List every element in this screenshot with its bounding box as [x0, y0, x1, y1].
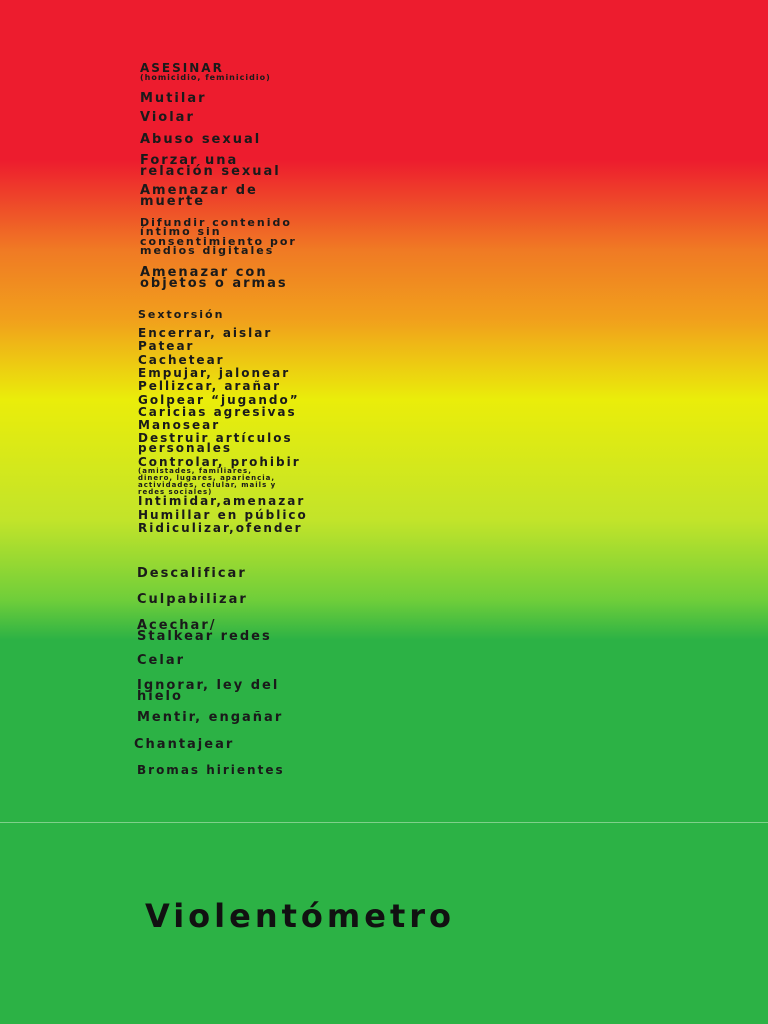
scale-item-violar: Violar — [140, 110, 195, 125]
scale-item-caricias-agresivas: Caricias agresivas — [138, 405, 297, 419]
scale-item-chantajear: Chantajear — [134, 737, 235, 752]
scale-item-acechar-stalkear: Acechar/ Stalkear redes — [137, 618, 272, 645]
scale-item-forzar-relacion: Forzar una relación sexual — [140, 153, 281, 180]
scale-item-bromas-hirientes: Bromas hirientes — [137, 763, 285, 777]
scale-item-detail: (homicidio, feminicidio) — [140, 73, 271, 82]
scale-item-abuso-sexual: Abuso sexual — [140, 132, 262, 147]
scale-item-humillar-publico: Humillar en público — [138, 508, 308, 522]
scale-item-cachetear: Cachetear — [138, 353, 225, 367]
scale-item-amenazar-muerte: Amenazar de muerte — [140, 183, 258, 210]
scale-item-celar: Celar — [137, 653, 185, 668]
scale-item-manosear: Manosear — [138, 418, 221, 432]
scale-item-amenazar-armas: Amenazar con objetos o armas — [140, 265, 288, 292]
scale-item-descalificar: Descalificar — [137, 566, 247, 581]
scale-item-patear: Patear — [138, 339, 195, 353]
scale-item-encerrar-aislar: Encerrar, aislar — [138, 326, 273, 340]
scale-item-detail: (amistades, familiares, dinero, lugares, apariencia, actividades, celular, mails y redes sociales) — [138, 467, 277, 496]
scale-item-golpear-jugando: Golpear “jugando” — [138, 393, 300, 407]
scale-item-destruir-articulos: Destruir artículos personales — [138, 431, 293, 456]
scale-item-mutilar: Mutilar — [140, 91, 207, 106]
scale-item-label: Controlar, prohibir — [138, 455, 301, 469]
scale-item-empujar-jalonear: Empujar, jalonear — [138, 366, 291, 380]
scale-item-ridiculizar-ofender: Ridiculizar,ofender — [138, 521, 303, 535]
scale-item-culpabilizar: Culpabilizar — [137, 592, 248, 607]
scale-item-difundir-contenido: Difundir contenido íntimo sin consentimiento por medios digitales — [140, 216, 297, 258]
scale-item-intimidar-amenazar: Intimidar,amenazar — [138, 494, 306, 508]
scale-item-controlar-prohibir — [138, 456, 301, 496]
scale-item-asesinar — [140, 62, 271, 82]
scale-item-label: ASESINAR — [140, 61, 224, 75]
scale-item-sextorsion: Sextorsión — [138, 308, 225, 321]
page-title: Violentómetro — [145, 897, 455, 935]
scale-item-pellizcar-aranar: Pellizcar, arañar — [138, 379, 282, 393]
scale-item-ignorar-ley-hielo: Ignorar, ley del hielo — [137, 678, 280, 705]
scale-item-mentir-enganar: Mentir, engañar — [137, 710, 284, 725]
section-divider — [0, 822, 768, 823]
